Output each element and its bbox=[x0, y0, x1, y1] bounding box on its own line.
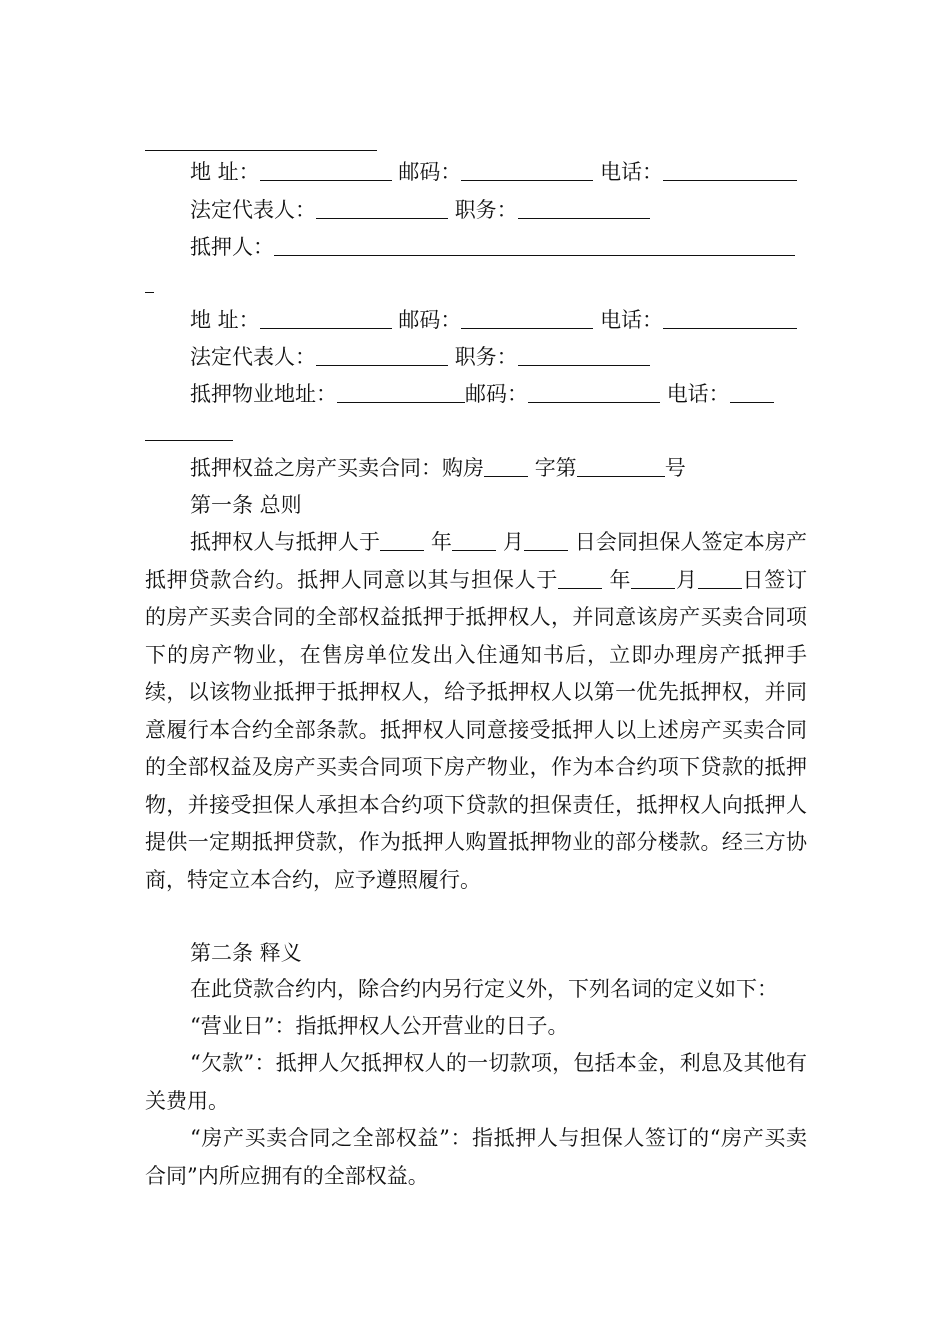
article1-part1: 抵押权人与抵押人于 bbox=[190, 530, 381, 554]
month-label-2: 月 bbox=[675, 567, 698, 592]
blank-field[interactable] bbox=[145, 126, 377, 151]
day-field[interactable] bbox=[524, 528, 568, 551]
contract-word-field[interactable] bbox=[484, 452, 528, 477]
legal-rep-label: 法定代表人： bbox=[190, 345, 316, 369]
mortgagor-name-continuation bbox=[145, 266, 154, 302]
phone-label: 电话： bbox=[600, 308, 664, 332]
article1-title: 第一条 总则 bbox=[190, 493, 302, 517]
day-field-2[interactable] bbox=[698, 566, 742, 589]
address-field[interactable] bbox=[260, 156, 392, 181]
party1-legal-rep-row bbox=[190, 192, 650, 228]
month-label: 月 bbox=[502, 530, 524, 554]
mortgagor-address-row bbox=[190, 302, 797, 338]
contract-ref-row bbox=[190, 450, 686, 486]
article2-title: 第二条 释义 bbox=[190, 941, 302, 965]
definition-business-day: “营业日”：指抵押权人公开营业的日子。 bbox=[190, 1014, 569, 1038]
property-address-label: 抵押物业地址： bbox=[190, 382, 337, 406]
legal-rep-field[interactable] bbox=[316, 194, 448, 219]
address-field[interactable] bbox=[260, 304, 392, 329]
postcode-label: 邮码： bbox=[398, 160, 462, 184]
postcode-label: 邮码： bbox=[465, 382, 528, 406]
contract-ref-suffix: 号 bbox=[664, 456, 686, 480]
postcode-label: 邮码： bbox=[398, 308, 462, 332]
definition-contract-rights: “房产买卖合同之全部权益”：指抵押人与担保人签订的“房产买卖合同”内所应拥有的全部权益。 bbox=[145, 1126, 807, 1188]
year-label-2: 年 bbox=[609, 567, 632, 592]
position-field[interactable] bbox=[518, 341, 650, 366]
postcode-field[interactable] bbox=[461, 156, 593, 181]
position-field[interactable] bbox=[518, 194, 650, 219]
legal-rep-label: 法定代表人： bbox=[190, 198, 316, 222]
legal-rep-field[interactable] bbox=[316, 341, 448, 366]
article1-part2: 日会同担保人签定本房产抵押贷款合约。抵押人同意以其与担保人于 bbox=[145, 530, 808, 592]
address-label: 地 址： bbox=[190, 160, 260, 184]
mortgagor-row bbox=[190, 229, 795, 265]
month-field[interactable] bbox=[452, 528, 496, 551]
position-label: 职务： bbox=[454, 198, 518, 222]
contract-ref-middle: 字第 bbox=[534, 456, 577, 480]
address-label: 地 址： bbox=[190, 308, 260, 332]
mortgagor-label: 抵押人： bbox=[190, 235, 274, 259]
postcode-field[interactable] bbox=[461, 304, 593, 329]
phone-label: 电话： bbox=[600, 160, 664, 184]
position-label: 职务： bbox=[454, 345, 518, 369]
year-label: 年 bbox=[430, 530, 453, 554]
blank-field[interactable] bbox=[145, 268, 154, 293]
phone-field[interactable] bbox=[663, 304, 797, 329]
article1-part3: 日签订的房产买卖合同的全部权益抵押于抵押权人，并同意该房产买卖合同项下的房产物业，在售房单位发出入住通知书后，立即办理房产抵押手续，以该物业抵押于抵押权人，给予抵押权人以第一优先抵押权，并同意履行本合约全部条款。抵押权人同意接受抵押人以上述房产买卖合同的全部权益及房产买卖合同项下房产物业，作为本合约项下贷款的抵押物，并接受担保人承担本合约项下贷款的担保责任，抵押权人向抵押人提供一定期抵押贷款，作为抵押人购置抵押物业的部分楼款。经三方协商，特定立本合约，应予遵照履行。 bbox=[145, 567, 808, 892]
property-address-field[interactable] bbox=[337, 378, 465, 403]
article2-intro: 在此贷款合约内，除合约内另行定义外，下列名词的定义如下： bbox=[190, 977, 778, 1001]
postcode-field[interactable] bbox=[528, 378, 660, 403]
property-address-row bbox=[190, 376, 774, 412]
phone-label: 电话： bbox=[666, 382, 730, 406]
mortgagor-name-field[interactable] bbox=[274, 231, 795, 256]
definition-debt: “欠款”：抵押人欠抵押权人的一切款项，包括本金，利息及其他有关费用。 bbox=[145, 1051, 807, 1113]
month-field-2[interactable] bbox=[631, 566, 675, 589]
year-field[interactable] bbox=[380, 528, 424, 551]
contract-ref-prefix: 抵押权益之房产买卖合同：购房 bbox=[190, 456, 484, 480]
blank-field[interactable] bbox=[145, 416, 233, 441]
party1-address-row bbox=[190, 154, 797, 190]
year-field-2[interactable] bbox=[558, 566, 602, 589]
phone-continuation bbox=[145, 414, 233, 450]
phone-field[interactable] bbox=[730, 378, 774, 403]
mortgagor-legal-rep-row bbox=[190, 339, 650, 375]
phone-field[interactable] bbox=[663, 156, 797, 181]
article1-body bbox=[145, 524, 807, 899]
contract-number-field[interactable] bbox=[577, 452, 665, 477]
